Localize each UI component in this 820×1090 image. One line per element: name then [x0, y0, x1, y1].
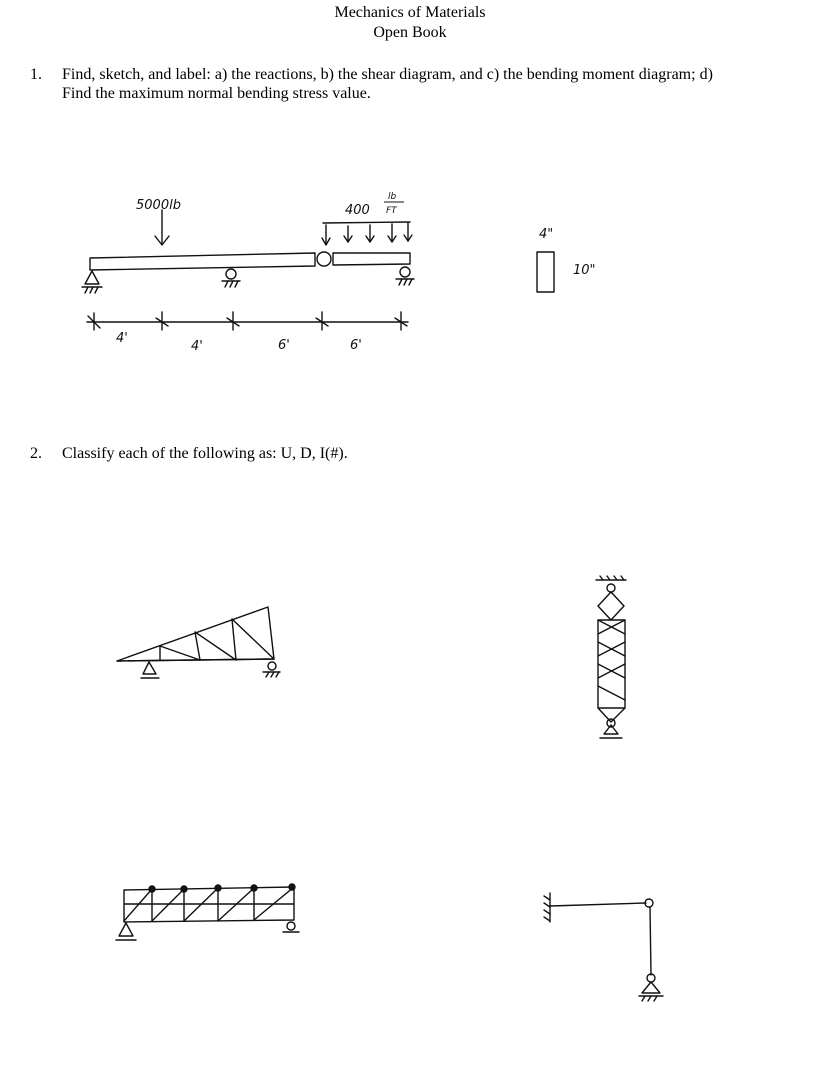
- dim-3-label: 6': [278, 338, 290, 353]
- cross-section-rect: [537, 252, 554, 292]
- dim-1-label: 4': [116, 331, 128, 346]
- question-1-line-2: Find the maximum normal bending stress value.: [62, 85, 371, 102]
- pin-support-left: [82, 271, 102, 293]
- beam-right-segment: [333, 253, 410, 265]
- dimension-line: [87, 312, 408, 330]
- distributed-load-arrows: [322, 222, 412, 245]
- distributed-load-unit-top: lb: [388, 192, 397, 202]
- section-height-label: 10": [573, 263, 596, 278]
- beam-left-segment: [90, 253, 315, 270]
- roller-support-right: [396, 267, 414, 285]
- distributed-load-unit-bottom: FT: [386, 206, 397, 216]
- truss-vertical: [596, 576, 626, 738]
- beam-figure: [82, 210, 554, 330]
- frame-structure: [544, 893, 663, 1001]
- point-load-label: 5000lb: [136, 198, 181, 213]
- dim-2-label: 4': [191, 339, 203, 354]
- distributed-load-label: 400: [345, 203, 370, 218]
- roller-support-middle: [222, 269, 240, 287]
- internal-hinge: [317, 252, 331, 266]
- question-2-text: Classify each of the following as: U, D, I(#).: [62, 445, 348, 462]
- truss-triangle: [117, 607, 280, 678]
- section-width-label: 4": [539, 227, 554, 242]
- question-1-line-1: Find, sketch, and label: a) the reactions, b) the shear diagram, and c) the bending moment diagram; d): [62, 66, 713, 83]
- truss-long: [116, 884, 299, 940]
- question-1-number: 1.: [30, 66, 42, 83]
- exam-type: Open Book: [373, 24, 447, 41]
- question-2-number: 2.: [30, 445, 42, 462]
- dim-4-label: 6': [350, 338, 362, 353]
- course-title: Mechanics of Materials: [334, 4, 486, 21]
